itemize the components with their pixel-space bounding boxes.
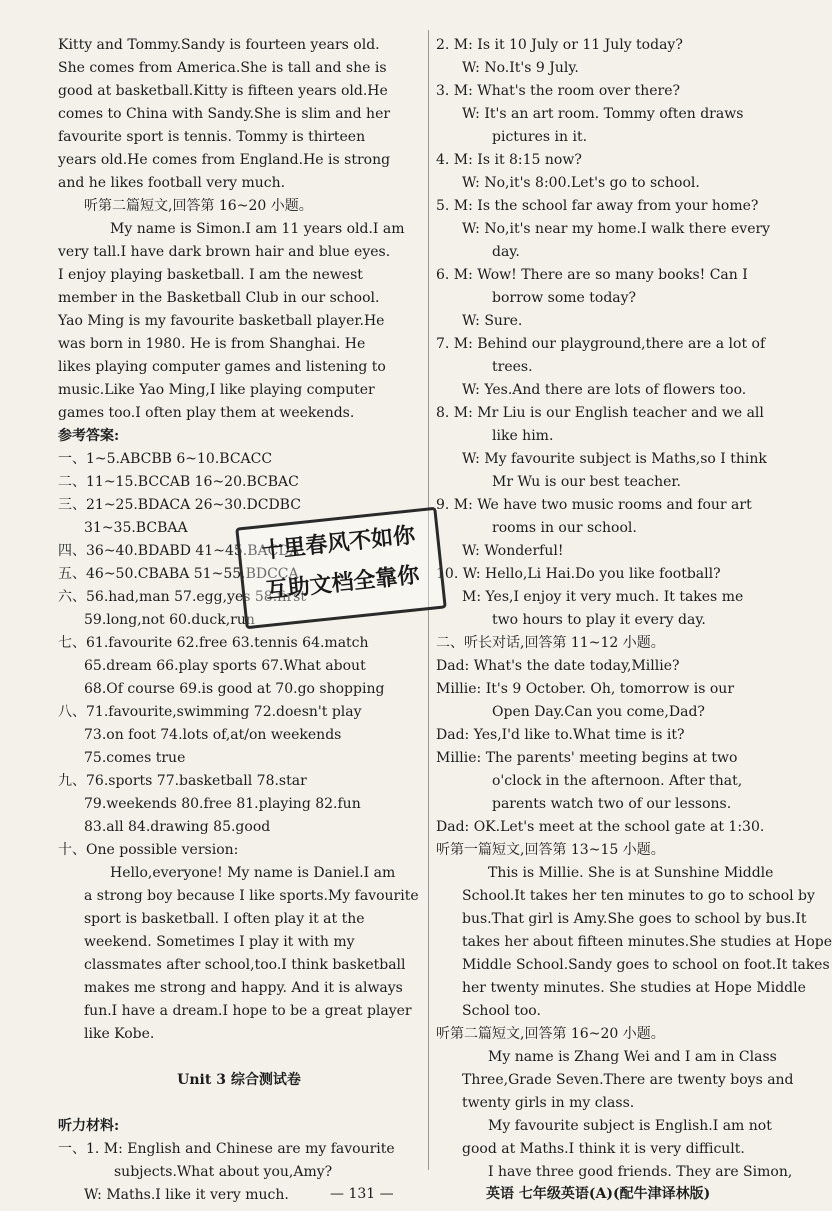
text-line: bus.That girl is Amy.She goes to school by bus.It [462,911,807,927]
text-line: favourite sport is tennis. Tommy is thirteen [58,129,366,145]
text-line: Three,Grade Seven.There are twenty boys and [462,1072,794,1088]
right-column [436,34,832,1184]
unit-title: Unit 3 综合测试卷 [177,1072,301,1088]
text-line: My name is Zhang Wei and I am in Class [488,1049,777,1065]
dialogue-line: 10. W: Hello,Li Hai.Do you like football? [436,566,721,582]
footer-label: 英语 七年级英语(A)(配牛津译林版) [486,1186,711,1202]
dialogue-line: Mr Wu is our best teacher. [492,474,681,490]
dialogue-line: Millie: The parents' meeting begins at two [436,750,738,766]
text-line: My favourite subject is English.I am not [488,1118,772,1134]
answer-line: 十、One possible version: [58,842,239,858]
dialogue-line: parents watch two of our lessons. [492,796,732,812]
dialogue-line: 6. M: Wow! There are so many books! Can I [436,267,748,283]
text-line: and he likes football very much. [58,175,286,191]
answer-line: 三、21~25.BDACA 26~30.DCDBC [58,497,301,513]
text-line: My name is Simon.I am 11 years old.I am [110,221,405,237]
text-line: twenty girls in my class. [462,1095,635,1111]
essay-line: Hello,everyone! My name is Daniel.I am [110,865,396,881]
dialogue-line: two hours to play it every day. [492,612,706,628]
dialogue-line: 5. M: Is the school far away from your home? [436,198,759,214]
answer-line: 75.comes true [84,750,186,766]
text-line: years old.He comes from England.He is strong [58,152,391,168]
dialogue-line: pictures in it. [492,129,588,145]
text-line: comes to China with Sandy.She is slim and her [58,106,391,122]
listening-heading: 听力材料: [58,1118,120,1134]
answer-line: 79.weekends 80.free 81.playing 82.fun [84,796,361,812]
essay-line: fun.I have a dream.I hope to be a great player [84,1003,412,1019]
text-line: I enjoy playing basketball. I am the newest [58,267,363,283]
dialogue-line: day. [492,244,520,260]
answer-line: 一、1~5.ABCBB 6~10.BCACC [58,451,273,467]
dialogue-line: rooms in our school. [492,520,637,536]
answer-line: 七、61.favourite 62.free 63.tennis 64.match [58,635,369,651]
answer-line: 四、36~40.BDABD 41~45.BACDA [58,543,300,559]
answer-line: 73.on foot 74.lots of,at/on weekends [84,727,342,743]
dialogue-line: Dad: What's the date today,Millie? [436,658,680,674]
dialogue-line: o'clock in the afternoon. After that, [492,773,743,789]
text-line: She comes from America.She is tall and she is [58,60,387,76]
dialogue-line: W: No,it's 8:00.Let's go to school. [462,175,700,191]
essay-line: makes me strong and happy. And it is always [84,980,403,996]
section-heading: 二、听长对话,回答第 11~12 小题。 [436,635,665,651]
text-line: School.It takes her ten minutes to go to school by [462,888,815,904]
dialogue-line: Millie: It's 9 October. Oh, tomorrow is our [436,681,735,697]
section-heading: 听第二篇短文,回答第 16~20 小题。 [436,1026,665,1042]
dialogue-line: M: Yes,I enjoy it very much. It takes me [462,589,744,605]
dialogue-line: Open Day.Can you come,Dad? [492,704,705,720]
dialogue-line: W: No.It's 9 July. [462,60,579,76]
essay-line: weekend. Sometimes I play it with my [84,934,355,950]
essay-line: a strong boy because I like sports.My favourite [84,888,419,904]
answer-line: 二、11~15.BCCAB 16~20.BCBAC [58,474,299,490]
dialogue-line: like him. [492,428,554,444]
answer-line: 83.all 84.drawing 85.good [84,819,271,835]
dialogue-line: 8. M: Mr Liu is our English teacher and we all [436,405,764,421]
text-line: likes playing computer games and listening to [58,359,386,375]
dialogue-line: W: Maths.I like it very much. [84,1187,289,1203]
text-line: her twenty minutes. She studies at Hope Middle [462,980,806,996]
text-line: member in the Basketball Club in our school. [58,290,380,306]
text-line: Yao Ming is my favourite basketball player.He [58,313,385,329]
text-line: This is Millie. She is at Sunshine Middle [488,865,774,881]
section-heading: 听第一篇短文,回答第 13~15 小题。 [436,842,665,858]
stamp-line: 互助文档全靠你 [264,562,421,604]
dialogue-line: 2. M: Is it 10 July or 11 July today? [436,37,683,53]
answer-line: 五、46~50.CBABA 51~55.BDCCA [58,566,299,582]
dialogue-line: trees. [492,359,533,375]
dialogue-line: 4. M: Is it 8:15 now? [436,152,582,168]
text-line: music.Like Yao Ming,I like playing computer [58,382,375,398]
answer-line: 六、56.had,man 57.egg,yes 58.first [58,589,306,605]
text-line: games too.I often play them at weekends. [58,405,355,421]
answer-line: 68.Of course 69.is good at 70.go shopping [84,681,385,697]
dialogue-line: 3. M: What's the room over there? [436,83,681,99]
page-number: — 131 — [330,1186,394,1202]
dialogue-line: W: Wonderful! [462,543,564,559]
text-line: good at Maths.I think it is very difficult. [462,1141,745,1157]
dialogue-line: 9. M: We have two music rooms and four art [436,497,752,513]
watermark-stamp [235,507,447,630]
text-line: was born in 1980. He is from Shanghai. He [58,336,366,352]
page-footer [250,1183,790,1205]
dialogue-line: borrow some today? [492,290,637,306]
dialogue-line: subjects.What about you,Amy? [114,1164,333,1180]
text-line: very tall.I have dark brown hair and blue eyes. [58,244,391,260]
blank-line [58,1046,420,1069]
text-line: takes her about fifteen minutes.She studies at Hope [462,934,832,950]
dialogue-line: 一、1. M: English and Chinese are my favourite [58,1141,395,1157]
section-heading: 听第二篇短文,回答第 16~20 小题。 [84,198,313,214]
answer-line: 九、76.sports 77.basketball 78.star [58,773,307,789]
text-line: I have three good friends. They are Simon, [488,1164,793,1180]
dialogue-line: W: Sure. [462,313,523,329]
answer-line: 59.long,not 60.duck,run [84,612,255,628]
text-line: Middle School.Sandy goes to school on foot.It takes [462,957,830,973]
dialogue-line: W: It's an art room. Tommy often draws [462,106,744,122]
dialogue-line: 7. M: Behind our playground,there are a lot of [436,336,766,352]
dialogue-line: Dad: Yes,I'd like to.What time is it? [436,727,685,743]
dialogue-line: Dad: OK.Let's meet at the school gate at 1:30. [436,819,765,835]
essay-line: sport is basketball. I often play it at the [84,911,365,927]
blank-line [58,1092,420,1115]
dialogue-line: W: My favourite subject is Maths,so I think [462,451,767,467]
answer-line: 31~35.BCBAA [84,520,188,536]
answer-line: 八、71.favourite,swimming 72.doesn't play [58,704,362,720]
essay-line: classmates after school,too.I think basketball [84,957,406,973]
answers-heading: 参考答案: [58,428,120,444]
answer-line: 65.dream 66.play sports 67.What about [84,658,366,674]
dialogue-line: W: No,it's near my home.I walk there every [462,221,771,237]
essay-line: like Kobe. [84,1026,155,1042]
text-line: School too. [462,1003,541,1019]
stamp-line: 十里春风不如你 [260,523,417,565]
text-line: good at basketball.Kitty is fifteen years old.He [58,83,388,99]
left-column [58,34,420,1207]
text-line: Kitty and Tommy.Sandy is fourteen years old. [58,37,380,53]
dialogue-line: W: Yes.And there are lots of flowers too. [462,382,747,398]
